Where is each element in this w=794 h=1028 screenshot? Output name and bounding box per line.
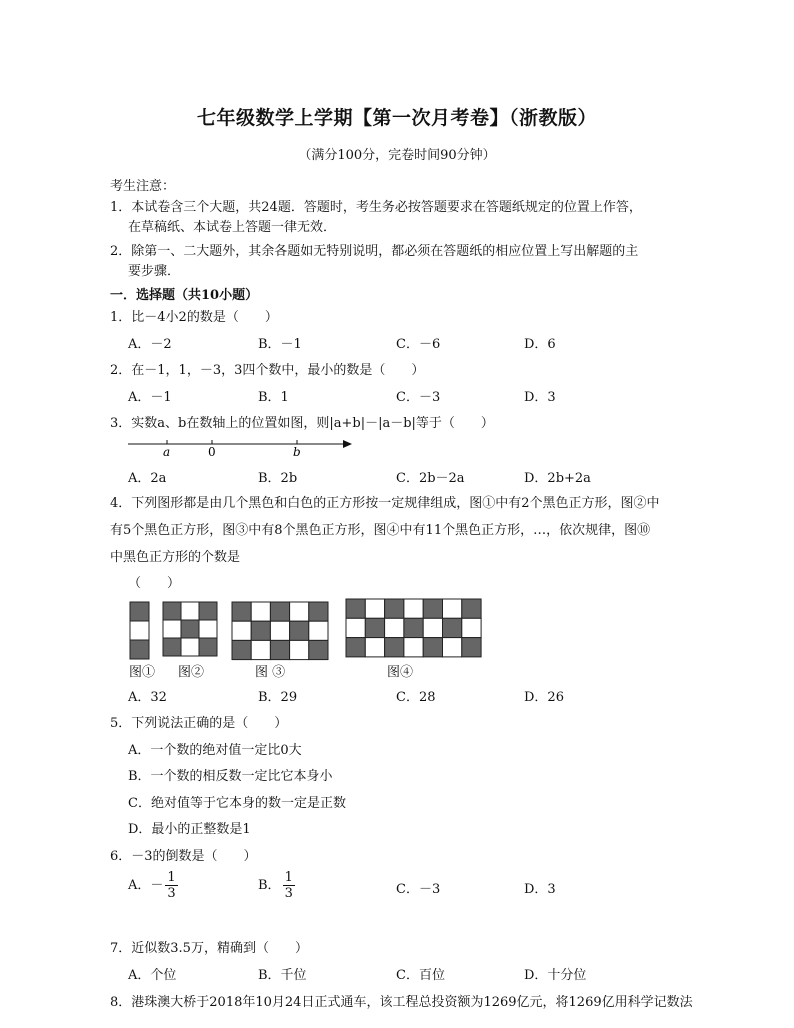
white-square [290, 602, 309, 621]
q1-option-c: C．－6 [396, 337, 441, 352]
fraction-numerator: 1 [284, 870, 293, 885]
q3-option-a: A．2a [128, 471, 167, 486]
page-title: 七年级数学上学期【第一次月考卷】（浙教版） [196, 107, 597, 129]
black-square [163, 602, 181, 620]
q7-option-d: D．十分位 [524, 968, 587, 983]
question-5-stem: 5．下列说法正确的是（ ） [110, 716, 288, 731]
q2-option-d: D．3 [524, 390, 556, 405]
white-square [404, 638, 423, 657]
section-heading: 一．选择题（共10小题） [110, 288, 259, 303]
figure-2-squares [162, 601, 218, 661]
q1-option-b: B．－1 [258, 337, 302, 352]
question-2-stem: 2．在－1，1，－3，3四个数中，最小的数是（ ） [110, 363, 425, 378]
black-square [443, 618, 462, 637]
axis-label-a: a [163, 445, 171, 459]
white-square [404, 599, 423, 618]
q7-option-b: B．千位 [258, 968, 307, 983]
white-square [251, 640, 270, 659]
white-square [365, 599, 384, 618]
notice-item-2: 2．除第一、二大题外，其余各题如无特别说明，都必须在答题纸的相应位置上写出解题的主 [110, 244, 639, 259]
black-square [270, 602, 289, 621]
black-square [423, 638, 442, 657]
white-square [130, 621, 149, 640]
white-square [443, 638, 462, 657]
q3-option-c: C．2b－2a [396, 471, 465, 486]
black-square [346, 599, 365, 618]
question-3-stem: 3．实数a、b在数轴上的位置如图，则|a+b|－|a－b|等于（ ） [110, 416, 494, 431]
q6-option-b-prefix: B． [258, 878, 281, 893]
question-4-stem-line-2: 有5个黑色正方形，图③中有8个黑色正方形，图④中有11个黑色正方形，…，依次规律，图⑩ [110, 523, 651, 538]
black-square [385, 638, 404, 657]
q6-option-b-fraction [283, 870, 295, 901]
figure-4-squares [345, 598, 482, 662]
black-square [423, 599, 442, 618]
question-6-stem: 6．－3的倒数是（ ） [110, 849, 257, 864]
q6-option-c: C．－3 [396, 882, 441, 897]
figure-label-2: 图② [178, 665, 205, 680]
black-square [365, 618, 384, 637]
fraction-numerator: 1 [167, 870, 176, 885]
black-square [130, 602, 149, 621]
q2-option-b: B．1 [258, 390, 289, 405]
figure-label-4: 图④ [387, 665, 414, 680]
black-square [462, 599, 481, 618]
notice-item-1-cont: 在草稿纸、本试卷上答题一律无效． [128, 220, 337, 235]
black-square [251, 621, 270, 640]
black-square [404, 618, 423, 637]
q4-option-d: D．26 [524, 690, 564, 705]
white-square [251, 602, 270, 621]
q1-option-d: D．6 [524, 337, 556, 352]
q5-option-d: D．最小的正整数是1 [128, 822, 251, 837]
notice-heading: 考生注意： [110, 179, 176, 194]
black-square [309, 602, 328, 621]
figure-3-squares [231, 601, 329, 665]
question-1-stem: 1．比－4小2的数是（ ） [110, 310, 278, 325]
question-4-stem-line-4: （ ） [128, 576, 181, 591]
figure-label-1: 图① [129, 665, 156, 680]
q5-option-c: C．绝对值等于它本身的数一定是正数 [128, 796, 346, 811]
q4-option-c: C．28 [396, 690, 436, 705]
fraction-denominator: 3 [284, 886, 293, 901]
q6-option-a-fraction [165, 870, 177, 901]
page-subtitle: （满分100分，完卷时间90分钟） [298, 148, 496, 163]
black-square [181, 620, 199, 638]
q5-option-a: A．一个数的绝对值一定比0大 [128, 743, 302, 758]
question-4-stem-line-1: 4．下列图形都是由几个黑色和白色的正方形按一定规律组成，图①中有2个黑色正方形，图②中 [110, 496, 660, 511]
black-square [232, 602, 251, 621]
black-square [385, 599, 404, 618]
axis-label-b: b [293, 445, 301, 459]
q2-option-a: A．－1 [128, 390, 172, 405]
notice-item-2-cont: 要步骤． [128, 264, 181, 279]
q2-option-c: C．－3 [396, 390, 441, 405]
fraction-denominator: 3 [167, 886, 176, 901]
axis-label-zero: 0 [208, 445, 216, 459]
q6-option-d: D．3 [524, 882, 556, 897]
q4-option-b: B．29 [258, 690, 298, 705]
black-square [163, 638, 181, 656]
figure-label-3: 图 ③ [255, 665, 286, 680]
white-square [199, 620, 217, 638]
black-square [270, 640, 289, 659]
white-square [346, 618, 365, 637]
black-square [199, 602, 217, 620]
question-7-stem: 7．近似数3.5万，精确到（ ） [110, 941, 308, 956]
white-square [462, 618, 481, 637]
q6-option-a-prefix: A．－ [128, 878, 164, 893]
q3-option-b: B．2b [258, 471, 298, 486]
q5-option-b: B．一个数的相反数一定比它本身小 [128, 769, 333, 784]
question-8-stem: 8．港珠澳大桥于2018年10月24日正式通车，该工程总投资额为1269亿元，将1269亿用科学记数法 [110, 995, 693, 1010]
white-square [290, 640, 309, 659]
white-square [365, 638, 384, 657]
q6-option-a [128, 870, 178, 901]
white-square [423, 618, 442, 637]
q6-option-b [258, 870, 295, 901]
white-square [309, 621, 328, 640]
black-square [309, 640, 328, 659]
q7-option-c: C．百位 [396, 968, 445, 983]
q1-option-a: A．－2 [128, 337, 172, 352]
question-4-stem-line-3: 中黑色正方形的个数是 [110, 550, 241, 565]
q3-option-d: D．2b+2a [524, 471, 591, 486]
white-square [181, 602, 199, 620]
white-square [270, 621, 289, 640]
notice-item-1: 1．本试卷含三个大题，共24题．答题时，考生务必按答题要求在答题纸规定的位置上作答， [110, 200, 642, 215]
q7-option-a: A．个位 [128, 968, 177, 983]
black-square [462, 638, 481, 657]
number-line-diagram [124, 434, 356, 462]
white-square [232, 621, 251, 640]
number-line-arrow [343, 440, 352, 448]
black-square [130, 640, 149, 659]
figure-1-squares [129, 601, 150, 664]
white-square [443, 599, 462, 618]
black-square [290, 621, 309, 640]
q4-option-a: A．32 [128, 690, 167, 705]
black-square [199, 638, 217, 656]
white-square [181, 638, 199, 656]
black-square [346, 638, 365, 657]
black-square [232, 640, 251, 659]
white-square [163, 620, 181, 638]
white-square [385, 618, 404, 637]
